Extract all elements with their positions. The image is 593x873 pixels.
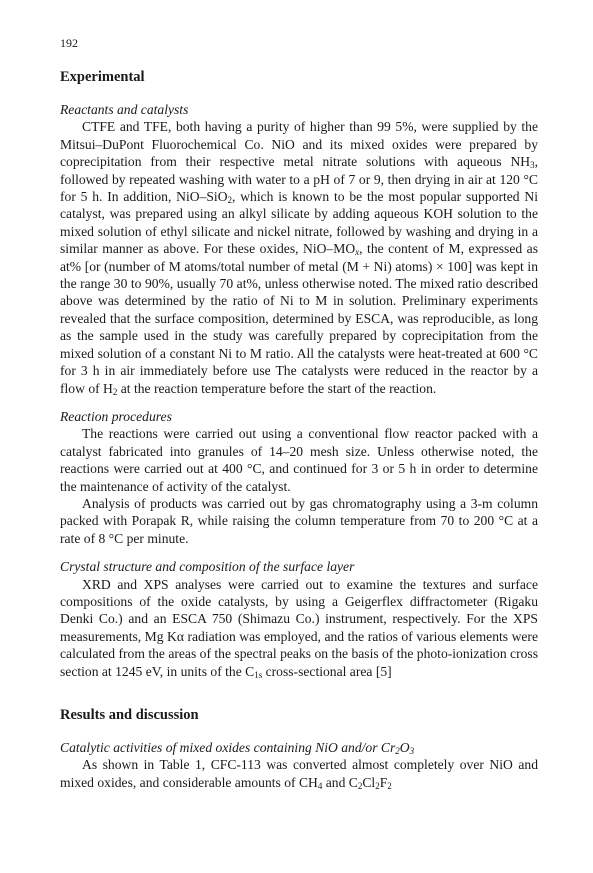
text-run: O	[399, 740, 410, 755]
subsection-catalytic-activities	[60, 739, 538, 756]
subscript: 2	[387, 780, 392, 791]
text-run: F	[379, 774, 388, 790]
paragraph-reaction-1: The reactions were carried out using a conventional flow reactor packed with a catalyst fabricated into granules of 14–20 mesh size. Unless otherwise noted, the reactions were carried out at 400 °C, and continued for 3 or 5 h in order to determine the maintenance of activity of the catalyst.	[60, 426, 538, 494]
section-heading-results: Results and discussion	[60, 707, 199, 723]
text-run: CTFE and TFE, both having a purity of higher than 99 5%, were supplied by the Mitsui–DuPont Fluorochemical Co. NiO and its mixed oxides were prepared by coprecipitation from their respective metal nitrate solutions with aqueous NH	[60, 119, 538, 170]
subscript: 2	[395, 746, 400, 756]
section-heading-experimental: Experimental	[60, 69, 145, 85]
paragraph-reactants	[60, 118, 538, 397]
subscript: 2	[375, 780, 380, 791]
text-run: As shown in Table 1, CFC-113 was converted almost completely over NiO and mixed oxides, and considerable amounts of CH	[60, 757, 538, 790]
subsection-reactants-and-catalysts: Reactants and catalysts	[60, 102, 189, 117]
text-run: Catalytic activities of mixed oxides containing NiO and/or Cr	[60, 740, 396, 755]
text-run: XRD and XPS analyses were carried out to examine the textures and surface compositions of the oxide catalysts, by using a Geigerflex diffractometer (Rigaku Denki Co.) and an ESCA 750 (Shimazu Co.) instrument, respectively. For the XPS measurements, Mg Kα radiation was employed, and the ratios of various elements were calculated from the areas of the spectral peaks on the basis of the photo-ionization cross section at 1245 eV, in units of the C	[60, 576, 538, 679]
subscript: 1s	[254, 669, 263, 680]
text-run: , followed by repeated washing with water to a pH of 7 or 9, then drying in air at 120 °C for 5 h. In addition, NiO–SiO	[60, 154, 538, 205]
page-number: 192	[60, 36, 78, 50]
subscript: 3	[530, 160, 535, 171]
subscript: 2	[112, 386, 118, 397]
text-run: at the reaction temperature before the start of the reaction.	[117, 380, 437, 396]
paper-page	[60, 36, 538, 791]
text-run: and C	[322, 774, 358, 790]
paragraph-catalytic	[60, 756, 538, 791]
subscript: 2	[357, 780, 363, 791]
paragraph-reaction-2: Analysis of products was carried out by gas chromatography using a 3-m column packed with Porapak R, while raising the column temperature from 70 to 200 °C at a rate of 8 °C per minute.	[60, 495, 538, 546]
subscript: 4	[317, 780, 323, 791]
subscript: x	[355, 247, 360, 258]
subscript: 3	[409, 746, 415, 756]
text-run: Cl	[362, 774, 376, 790]
subsection-reaction-procedures: Reaction procedures	[60, 408, 172, 424]
text-run: , which is known to be the most popular supported Ni catalyst, was prepared using an alkyl silicate by adding aqueous KOH solution to the mixed solution of ethyl silicate and nickel nitrate, followed by washing and drying in a similar manner as above. For these oxides, NiO–MO	[60, 189, 538, 257]
text-run: , the content of M, expressed as at% [or (number of M atoms/total number of metal (M + Ni) atoms) × 100] was kept in the range 30 to 90%, usually 70 at%, unless otherwise noted. The mixed ratio described above was determined by the ratio of Ni to M in solution. Preliminary experiments revealed that the surface composition, determined by ESCA, was reproducible, as long as the sample used in the study was carefully prepared by coprecipitation from the mixed solution of a constant Ni to M ratio. All the catalysts were heat-treated at 600 °C for 3 h in air immediately before use The catalysts were reduced in the reactor by a flow of H	[60, 241, 538, 396]
paragraph-crystal	[60, 576, 538, 680]
subscript: 2	[227, 195, 233, 206]
subsection-crystal-structure: Crystal structure and composition of the surface layer	[60, 559, 355, 575]
text-run: cross-sectional area [5]	[262, 663, 392, 679]
